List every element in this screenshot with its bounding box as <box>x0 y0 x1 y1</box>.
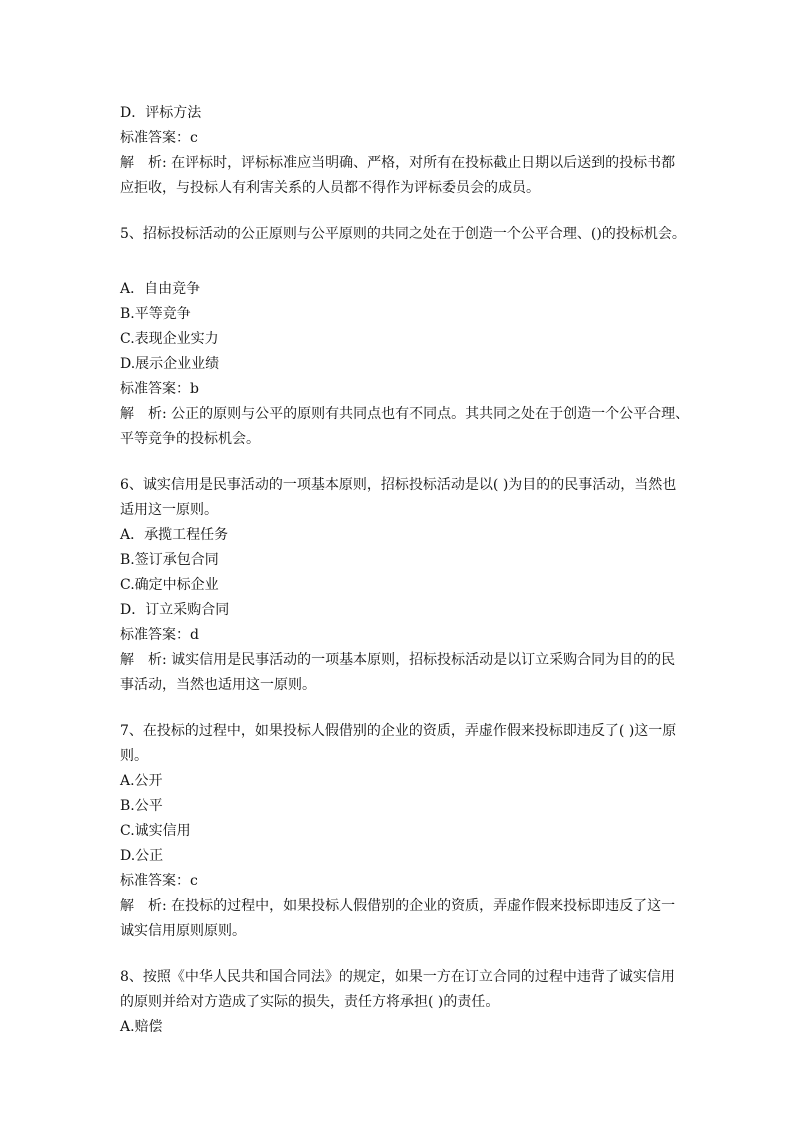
analysis-line: 诚实信用原则原则。 <box>120 923 246 939</box>
option-b: B.公平 <box>120 798 163 814</box>
analysis-line: 平等竞争的投标机会。 <box>120 431 260 447</box>
question-4-tail <box>120 101 680 201</box>
answer: 标准答案：b <box>120 381 199 397</box>
answer: 标准答案：c <box>120 873 198 889</box>
analysis-line: 应拒收，与投标人有利害关系的人员都不得作为评标委员会的成员。 <box>120 180 540 196</box>
option-d: D．订立采购合同 <box>120 602 230 618</box>
analysis-line: 解 析: 诚实信用是民事活动的一项基本原则，招标投标活动是以订立采购合同为目的的民 <box>120 652 676 668</box>
document-body <box>120 101 690 1040</box>
option-d: D．评标方法 <box>120 105 202 121</box>
option-c: C.确定中标企业 <box>120 577 219 593</box>
question-text: 则。 <box>120 748 148 764</box>
question-7 <box>120 719 680 944</box>
option-b: B.签订承包合同 <box>120 552 219 568</box>
analysis-line: 解 析: 在评标时，评标标准应当明确、严格，对所有在投标截止日期以后送到的投标书都 <box>120 155 676 171</box>
option-a: A.赔偿 <box>120 1019 163 1035</box>
analysis-line: 解 析: 公正的原则与公平的原则有共同点也有不同点。其共同之处在于创造一个公平合理、 <box>120 406 690 422</box>
answer: 标准答案：c <box>120 130 198 146</box>
option-c: C.表现企业实力 <box>120 331 219 347</box>
option-a: A.公开 <box>120 773 163 789</box>
answer: 标准答案：d <box>120 627 199 643</box>
question-6 <box>120 473 680 698</box>
question-text: 6、诚实信用是民事活动的一项基本原则，招标投标活动是以( )为目的的民事活动，当然也 <box>120 477 677 493</box>
option-a: A．自由竞争 <box>120 281 201 297</box>
question-text: 7、在投标的过程中，如果投标人假借别的企业的资质，弄虚作假来投标即违反了( )这一原 <box>120 723 677 739</box>
option-b: B.平等竞争 <box>120 306 191 322</box>
option-d: D.公正 <box>120 848 164 864</box>
option-d: D.展示企业业绩 <box>120 356 220 372</box>
question-text: 的原则并给对方造成了实际的损失，责任方将承担( )的责任。 <box>120 994 500 1010</box>
question-text: 8、按照《中华人民共和国合同法》的规定，如果一方在订立合同的过程中违背了诚实信用 <box>120 969 675 985</box>
option-a: A．承揽工程任务 <box>120 527 229 543</box>
question-5 <box>120 222 690 452</box>
question-text: 5、招标投标活动的公正原则与公平原则的共同之处在于创造一个公平合理、()的投标机会。 <box>120 226 686 242</box>
question-text: 适用这一原则。 <box>120 502 218 518</box>
question-8 <box>120 965 680 1040</box>
analysis-line: 解 析: 在投标的过程中，如果投标人假借别的企业的资质，弄虚作假来投标即违反了这一 <box>120 898 676 914</box>
option-c: C.诚实信用 <box>120 823 191 839</box>
analysis-line: 事活动，当然也适用这一原则。 <box>120 677 316 693</box>
